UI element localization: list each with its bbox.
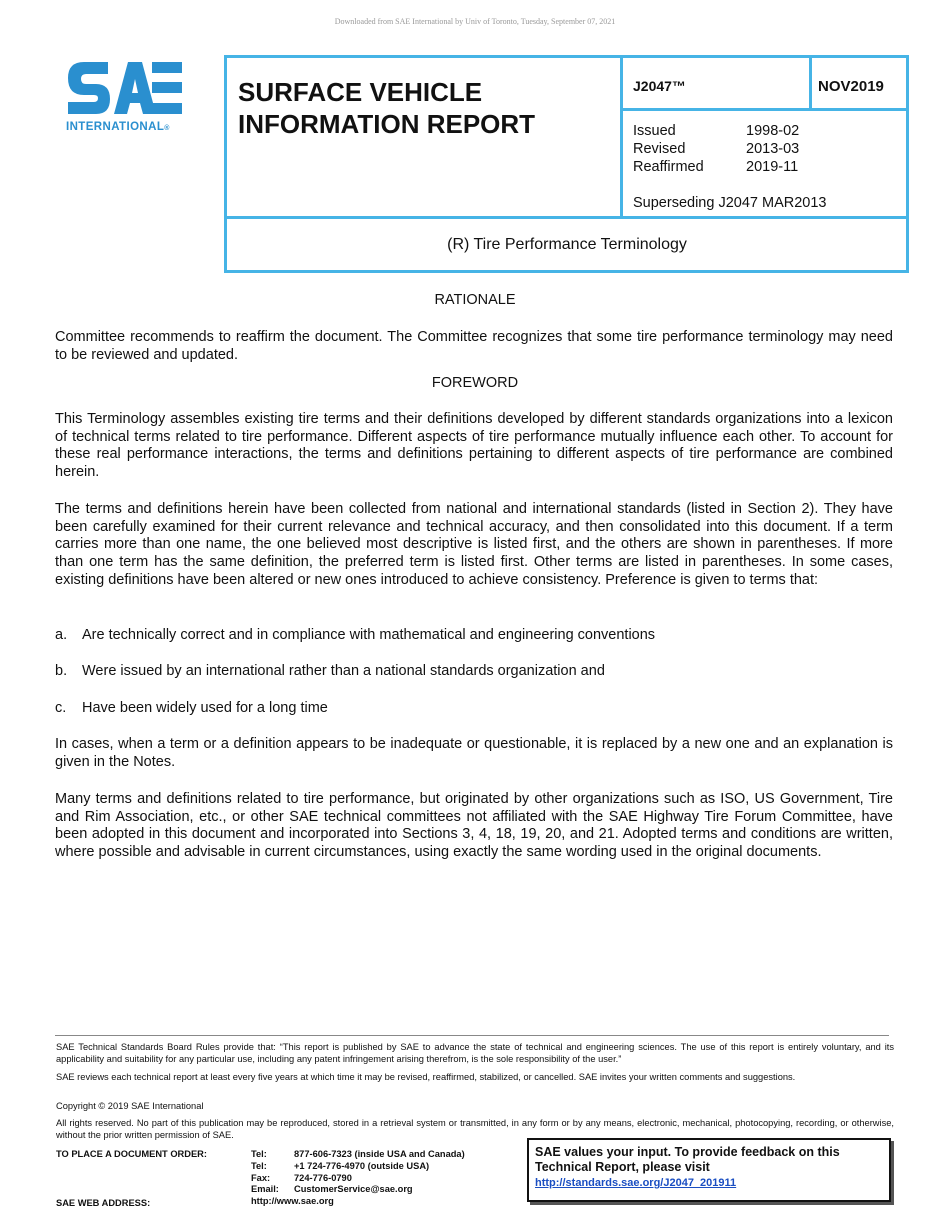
rights-text: All rights reserved. No part of this publication may be reproduced, stored in a retrieval system or transmitted, in any form or by any means, electronic, mechanical, photocopying, recording, or otherwise, without the prior written permission of SAE. — [56, 1118, 894, 1140]
history-row: Revised 2013-03 — [633, 141, 800, 157]
email-link[interactable]: CustomerService@sae.org — [294, 1184, 413, 1195]
list-item: c. Have been widely used for a long time — [55, 700, 328, 716]
review-text: SAE reviews each technical report at least every five years at which time it may be revised, reaffirmed, stabilized, or cancelled. SAE invites your written comments and suggestions. — [56, 1072, 796, 1082]
list-item: b. Were issued by an international rather than a national standards organization and — [55, 663, 605, 679]
contact-row: Fax: 724-776-0790 — [251, 1172, 352, 1183]
contact-row: Tel: 877-606-7323 (inside USA and Canada) — [251, 1149, 465, 1159]
revision-history — [633, 122, 799, 176]
contact-row: Email: CustomerService@sae.org — [251, 1184, 413, 1195]
rationale-text: Committee recommends to reaffirm the document. The Committee recognizes that some tire performance terminology may need to be reviewed and updated. — [55, 329, 893, 363]
superseding-note: Superseding J2047 MAR2013 — [633, 195, 827, 211]
report-type-title: SURFACE VEHICLE INFORMATION REPORT — [238, 77, 536, 139]
footer-divider — [55, 1035, 889, 1036]
logo-wordmark: INTERNATIONAL® — [66, 121, 170, 133]
rationale-heading: RATIONALE — [434, 292, 516, 308]
history-row: Issued 1998-02 — [633, 123, 800, 139]
document-subtitle: (R) Tire Performance Terminology — [447, 236, 687, 253]
feedback-text: SAE values your input. To provide feedback on this Technical Report, please visit — [535, 1145, 840, 1174]
feedback-link[interactable]: http://standards.sae.org/J2047_201911 — [535, 1177, 737, 1189]
order-label: TO PLACE A DOCUMENT ORDER: — [56, 1149, 207, 1159]
document-date: NOV2019 — [818, 78, 884, 95]
foreword-heading: FOREWORD — [431, 375, 519, 391]
foreword-paragraph-2: The terms and definitions herein have been collected from national and international standards (listed in Section 2). They have been carefully examined for their current relevance and technical accuracy, and then consolidated into this document. If a term carries more than one name, the one believed most descriptive is listed first, and the others are shown in parentheses. If more than one term has the same definition, the preferred term is listed first. Other terms are listed in parentheses. In some cases, existing definitions have been altered or new ones introduced to achieve consistency. Preference is given to terms that: — [55, 501, 893, 588]
contact-row: Tel: +1 724-776-4970 (outside USA) — [251, 1160, 430, 1171]
contact-info — [251, 1149, 465, 1208]
feedback-box — [527, 1138, 891, 1202]
foreword-paragraph-1: This Terminology assembles existing tire terms and their definitions developed by different standards organizations into a lexicon of technical terms related to tire performance. Different aspects of tire performance mutually influence each other. To account for these real performance interactions, the terms and definitions pertaining to different aspects of tire performance are combined herein. — [55, 411, 893, 481]
history-row: Reaffirmed 2019-11 — [633, 159, 799, 175]
web-address-link[interactable]: http://www.sae.org — [251, 1196, 334, 1207]
download-watermark: Downloaded from SAE International by Univ of Toronto, Tuesday, September 07, 2021 — [334, 17, 616, 26]
document-number: J2047™ — [633, 78, 686, 94]
foreword-paragraph-3: In cases, when a term or a definition appears to be inadequate or questionable, it is replaced by a new one and an explanation is given in the Notes. — [55, 736, 893, 770]
web-label: SAE WEB ADDRESS: — [56, 1198, 151, 1208]
board-rules-text: SAE Technical Standards Board Rules provide that: “This report is published by SAE to advance the state of technical and engineering sciences. The use of this report is entirely voluntary, and its applicability and suitability for any particular use, including any patent infringement arising therefrom, is the sole responsibility of the user.” — [56, 1042, 894, 1064]
foreword-paragraph-4: Many terms and definitions related to tire performance, but originated by other organizations such as ISO, US Government, Tire and Rim Association, etc., or other SAE technical committees not affiliated with the SAE Highway Tire Forum Committee, have been adopted in this document and incorporated into Sections 3, 4, 18, 19, 20, and 21. Adopted terms and conditions are written, where possible and advisable in current circumstances, using exactly the same wording used in the original documents. — [55, 791, 893, 861]
list-item: a. Are technically correct and in compliance with mathematical and engineering conventions — [55, 627, 656, 643]
copyright-text: Copyright © 2019 SAE International — [56, 1101, 204, 1111]
